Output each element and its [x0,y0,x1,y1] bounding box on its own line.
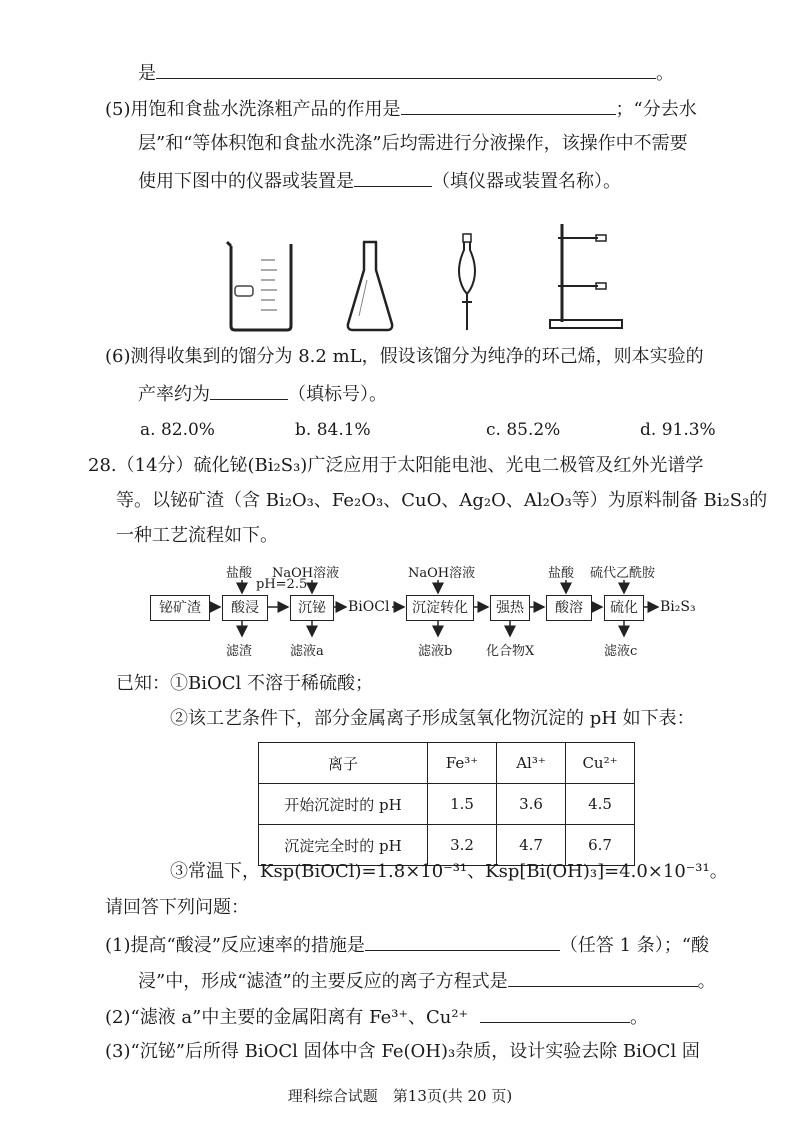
known-2: ②该工艺条件下，部分金属离子形成氢氧化物沉淀的 pH 如下表： [170,708,695,729]
flow-input-naoh: NaOH溶液 [272,566,340,581]
flow-step-bismuth-slag: 铋矿渣 [150,595,210,621]
question-5-line1: (5)用饱和食盐水洗涤粗产品的作用是 ；“分去水 [105,96,697,122]
flow-output-filtrate-c: 滤液c [604,644,638,659]
option-a[interactable]: a. 82.0% [140,420,215,440]
question-5-line2: 层”和“等体积饱和食盐水洗涤”后均需进行分液操作，该操作中不需要 [138,133,688,154]
table-cell: 4.7 [497,825,566,866]
option-b[interactable]: b. 84.1% [295,420,371,440]
flow-step-strong-heat: 强热 [490,595,530,621]
question-1-line1: (1)提高“酸浸”反应速率的措施是 （任答 1 条）；“酸 [105,932,709,958]
flow-input-thioacetamide: 硫代乙酰胺 [590,566,656,581]
answer-blank[interactable] [508,968,698,987]
answer-blank[interactable] [365,932,560,951]
table-header: Fe³⁺ [428,743,497,784]
known-1: 已知：①BiOCl 不溶于稀硫酸； [116,673,373,694]
question-28-intro2: 等。以铋矿渣（含 Bi₂O₃、Fe₂O₃、CuO、Ag₂O、Al₂O₃等）为原料制备 Bi₂S₃的 [116,490,768,511]
table-cell: 沉淀完全时的 pH [259,825,428,866]
flow-output-filtrate-a: 滤液a [290,644,324,659]
question-6-line2: 产率约为 （填标号）。 [138,381,387,407]
table-cell: 4.5 [566,784,635,825]
flow-output-filtrate-b: 滤液b [418,644,453,659]
table-header-row [259,743,635,784]
flow-input-naoh-2: NaOH溶液 [408,566,476,581]
question-6-line1: (6)测得收集到的馏分为 8.2 mL，假设该馏分为纯净的环己烯，则本实验的 [105,346,704,367]
question-1-line2: 浸”中，形成“滤渣”的主要反应的离子方程式是 。 [138,968,716,994]
table-header: Al³⁺ [497,743,566,784]
question-3: (3)“沉铋”后所得 BiOCl 固体中含 Fe(OH)₃杂质，设计实验去除 BiOCl 固 [105,1041,700,1062]
table-cell: 1.5 [428,784,497,825]
table-cell: 6.7 [566,825,635,866]
known-3: ③常温下，Ksp(BiOCl)=1.8×10⁻³¹、Ksp[Bi(OH)₃]=4.0×10⁻³¹。 [170,861,728,882]
table-cell: 3.6 [497,784,566,825]
answer-prompt: 请回答下列问题： [105,897,249,918]
table-header: 离子 [259,743,428,784]
page-footer: 理科综合试题 第13页(共 20 页) [287,1087,513,1105]
ph-table [258,742,635,866]
table-cell: 开始沉淀时的 pH [259,784,428,825]
answer-line-0: 是 。 [138,60,674,86]
question-5-line3: 使用下图中的仪器或装置是 （填仪器或装置名称）。 [138,168,621,194]
flow-input-hcl-2: 盐酸 [548,566,575,581]
flow-step-acid-dissolve: 酸溶 [546,595,592,621]
table-cell: 3.2 [428,825,497,866]
question-28-intro1: 28.（14分）硫化铋(Bi₂S₃)广泛应用于太阳能电池、光电二极管及红外光谱学 [88,455,704,476]
option-c[interactable]: c. 85.2% [486,420,561,440]
flow-input-ph: pH=2.5 [256,577,308,592]
table-row [259,784,635,825]
flow-step-bismuth-precip: 沉铋 [290,595,334,621]
flow-output-compound-x: 化合物X [486,644,535,659]
flow-step-precip-conversion: 沉淀转化 [406,595,474,621]
question-28-intro3: 一种工艺流程如下。 [116,525,278,546]
flow-input-hcl: 盐酸 [226,566,253,581]
option-d[interactable]: d. 91.3% [640,420,716,440]
answer-blank[interactable] [480,1004,630,1023]
flow-intermediate: BiOCl [348,599,390,615]
question-2: (2)“滤液 a”中主要的金属阳离有 Fe³⁺、Cu²⁺ 。 [105,1004,648,1030]
table-header: Cu²⁺ [566,743,635,784]
flow-output-residue: 滤渣 [226,644,253,659]
flow-step-sulfidation: 硫化 [604,595,644,621]
flow-step-acid-leach: 酸浸 [222,595,268,621]
flow-product: Bi₂S₃ [660,599,696,615]
